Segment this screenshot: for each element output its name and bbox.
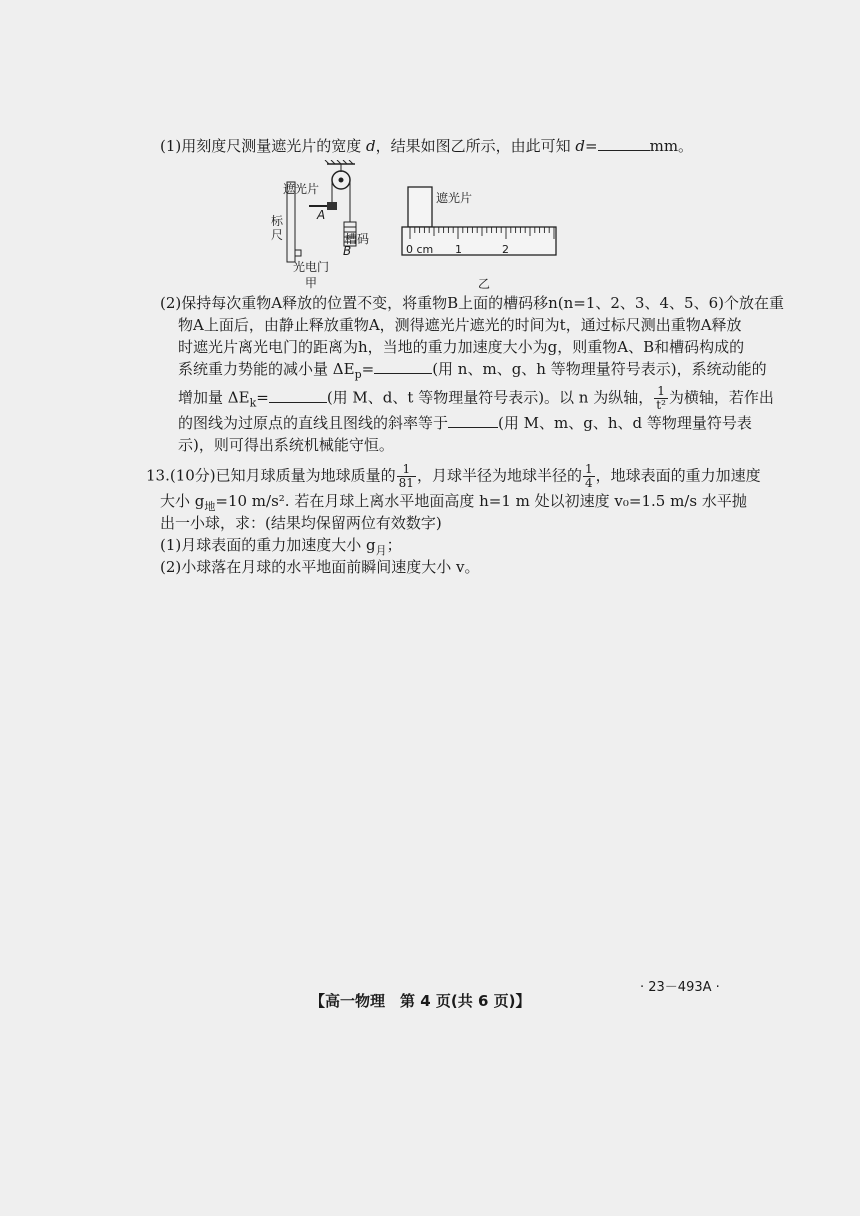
q13-text-b: ，月球半径为地球半径的: [416, 466, 582, 485]
g-earth-sub: 地: [204, 500, 216, 513]
slot-weight-label: 槽码: [345, 232, 370, 246]
exam-code: · 23－493A ·: [640, 980, 720, 995]
part2-line-2: 物A上面后，由静止释放重物A，测得遮光片遮光的时间为t，通过标尺测出重物A释放: [178, 316, 742, 334]
delta-ek-label: 增加量 ΔE: [178, 388, 250, 407]
ruler-label-2: 尺: [271, 228, 284, 242]
part2-line-7: 示)，则可得出系统机械能守恒。: [178, 436, 394, 454]
q13-line-5: (2)小球落在月球的水平地面前瞬间速度大小 v。: [160, 558, 480, 576]
slope-hint: (用 M、m、g、h、d 等物理量符号表: [498, 414, 752, 432]
delta-ek-sub: k: [249, 396, 257, 410]
ruler-tick-2-label: 2: [502, 243, 509, 256]
part2-line-3: 时遮光片离光电门的距离为h，当地的重力加速度大小为g，则重物A、B和槽码构成的: [178, 338, 745, 356]
q13-line-1: [146, 463, 761, 490]
part1-unit: mm。: [649, 137, 694, 155]
part2-line-5: [178, 385, 774, 414]
slope-label: 的图线为过原点的直线且图线的斜率等于: [178, 414, 449, 432]
photo-gate-label: 光电门: [293, 260, 330, 274]
ruler-tick-1-label: 1: [455, 243, 462, 256]
delta-ek-eq: =: [256, 388, 269, 407]
page-footer: 【高一物理 第 4 页(共 6 页)】: [310, 992, 531, 1010]
mass-b-label: B: [343, 244, 352, 258]
var-d-2: d: [575, 137, 586, 155]
part1-text-c: =: [585, 137, 598, 155]
answer-blank-delta-ek[interactable]: [269, 388, 327, 403]
part1-text-b: ，结果如图乙所示，由此可知: [375, 137, 576, 155]
delta-ek-hint: (用 M、d、t 等物理量符号表示)。以 n 为纵轴，: [326, 388, 654, 407]
fraction-1-over-t2: $\frac{1}{\text{t²}}$: [656, 384, 666, 412]
delta-ep-eq: =: [361, 360, 375, 378]
q13-text-a: 13.(10分)已知月球质量为地球质量的: [146, 466, 396, 485]
delta-ep-sub: p: [354, 368, 362, 381]
figure-yi-caption: 乙: [478, 277, 491, 291]
answer-blank-d[interactable]: [598, 136, 650, 151]
var-d: d: [366, 137, 376, 155]
figure-jia: [265, 160, 375, 288]
q13-line-4: (1)月球表面的重力加速度大小 $g_月$；: [160, 536, 402, 557]
g-earth-label: 大小 g: [160, 492, 205, 510]
answer-blank-slope[interactable]: [448, 413, 498, 428]
answer-blank-delta-ep[interactable]: [374, 359, 432, 374]
part2-line-4: [178, 359, 767, 385]
figure-yi: [400, 185, 560, 290]
part1-line: [160, 136, 693, 156]
ruler-label-1: 标: [271, 214, 284, 228]
part1-text-a: (1)用刻度尺测量遮光片的宽度: [160, 137, 367, 155]
q13-sub1-text: (1)月球表面的重力加速度大小 g: [160, 536, 376, 554]
q13-text-c: ，地球表面的重力加速度: [595, 466, 761, 485]
part2-line-6: [178, 413, 752, 433]
fraction-1-81: $\frac{1}{81}$: [398, 462, 414, 490]
part2-line-1: (2)保持每次重物A释放的位置不变，将重物B上面的槽码移n(n=1、2、3、4、5、6)个放在重: [160, 294, 784, 312]
mass-a-label: A: [317, 208, 326, 222]
ruler-tick-0-label: 0 cm: [406, 243, 434, 256]
axis-hint: 为横轴，若作出: [668, 388, 774, 407]
delta-ep-label: 系统重力势能的减小量 ΔE: [178, 360, 355, 378]
figure-jia-caption: 甲: [305, 276, 318, 290]
shade-plate-label: 遮光片: [283, 182, 320, 196]
shade-plate-label-2: 遮光片: [436, 191, 473, 205]
q13-conditions: =10 m/s². 若在月球上离水平地面高度 h=1 m 处以初速度 v₀=1.5 m/s 水平抛: [215, 492, 747, 510]
fraction-1-4: $\frac{1}{4}$: [584, 462, 593, 490]
q13-line-3: 出一小球，求：(结果均保留两位有效数字): [160, 514, 442, 532]
g-moon-sub: 月: [375, 544, 387, 557]
delta-ep-hint: (用 n、m、g、h 等物理量符号表示)，系统动能的: [432, 360, 767, 378]
